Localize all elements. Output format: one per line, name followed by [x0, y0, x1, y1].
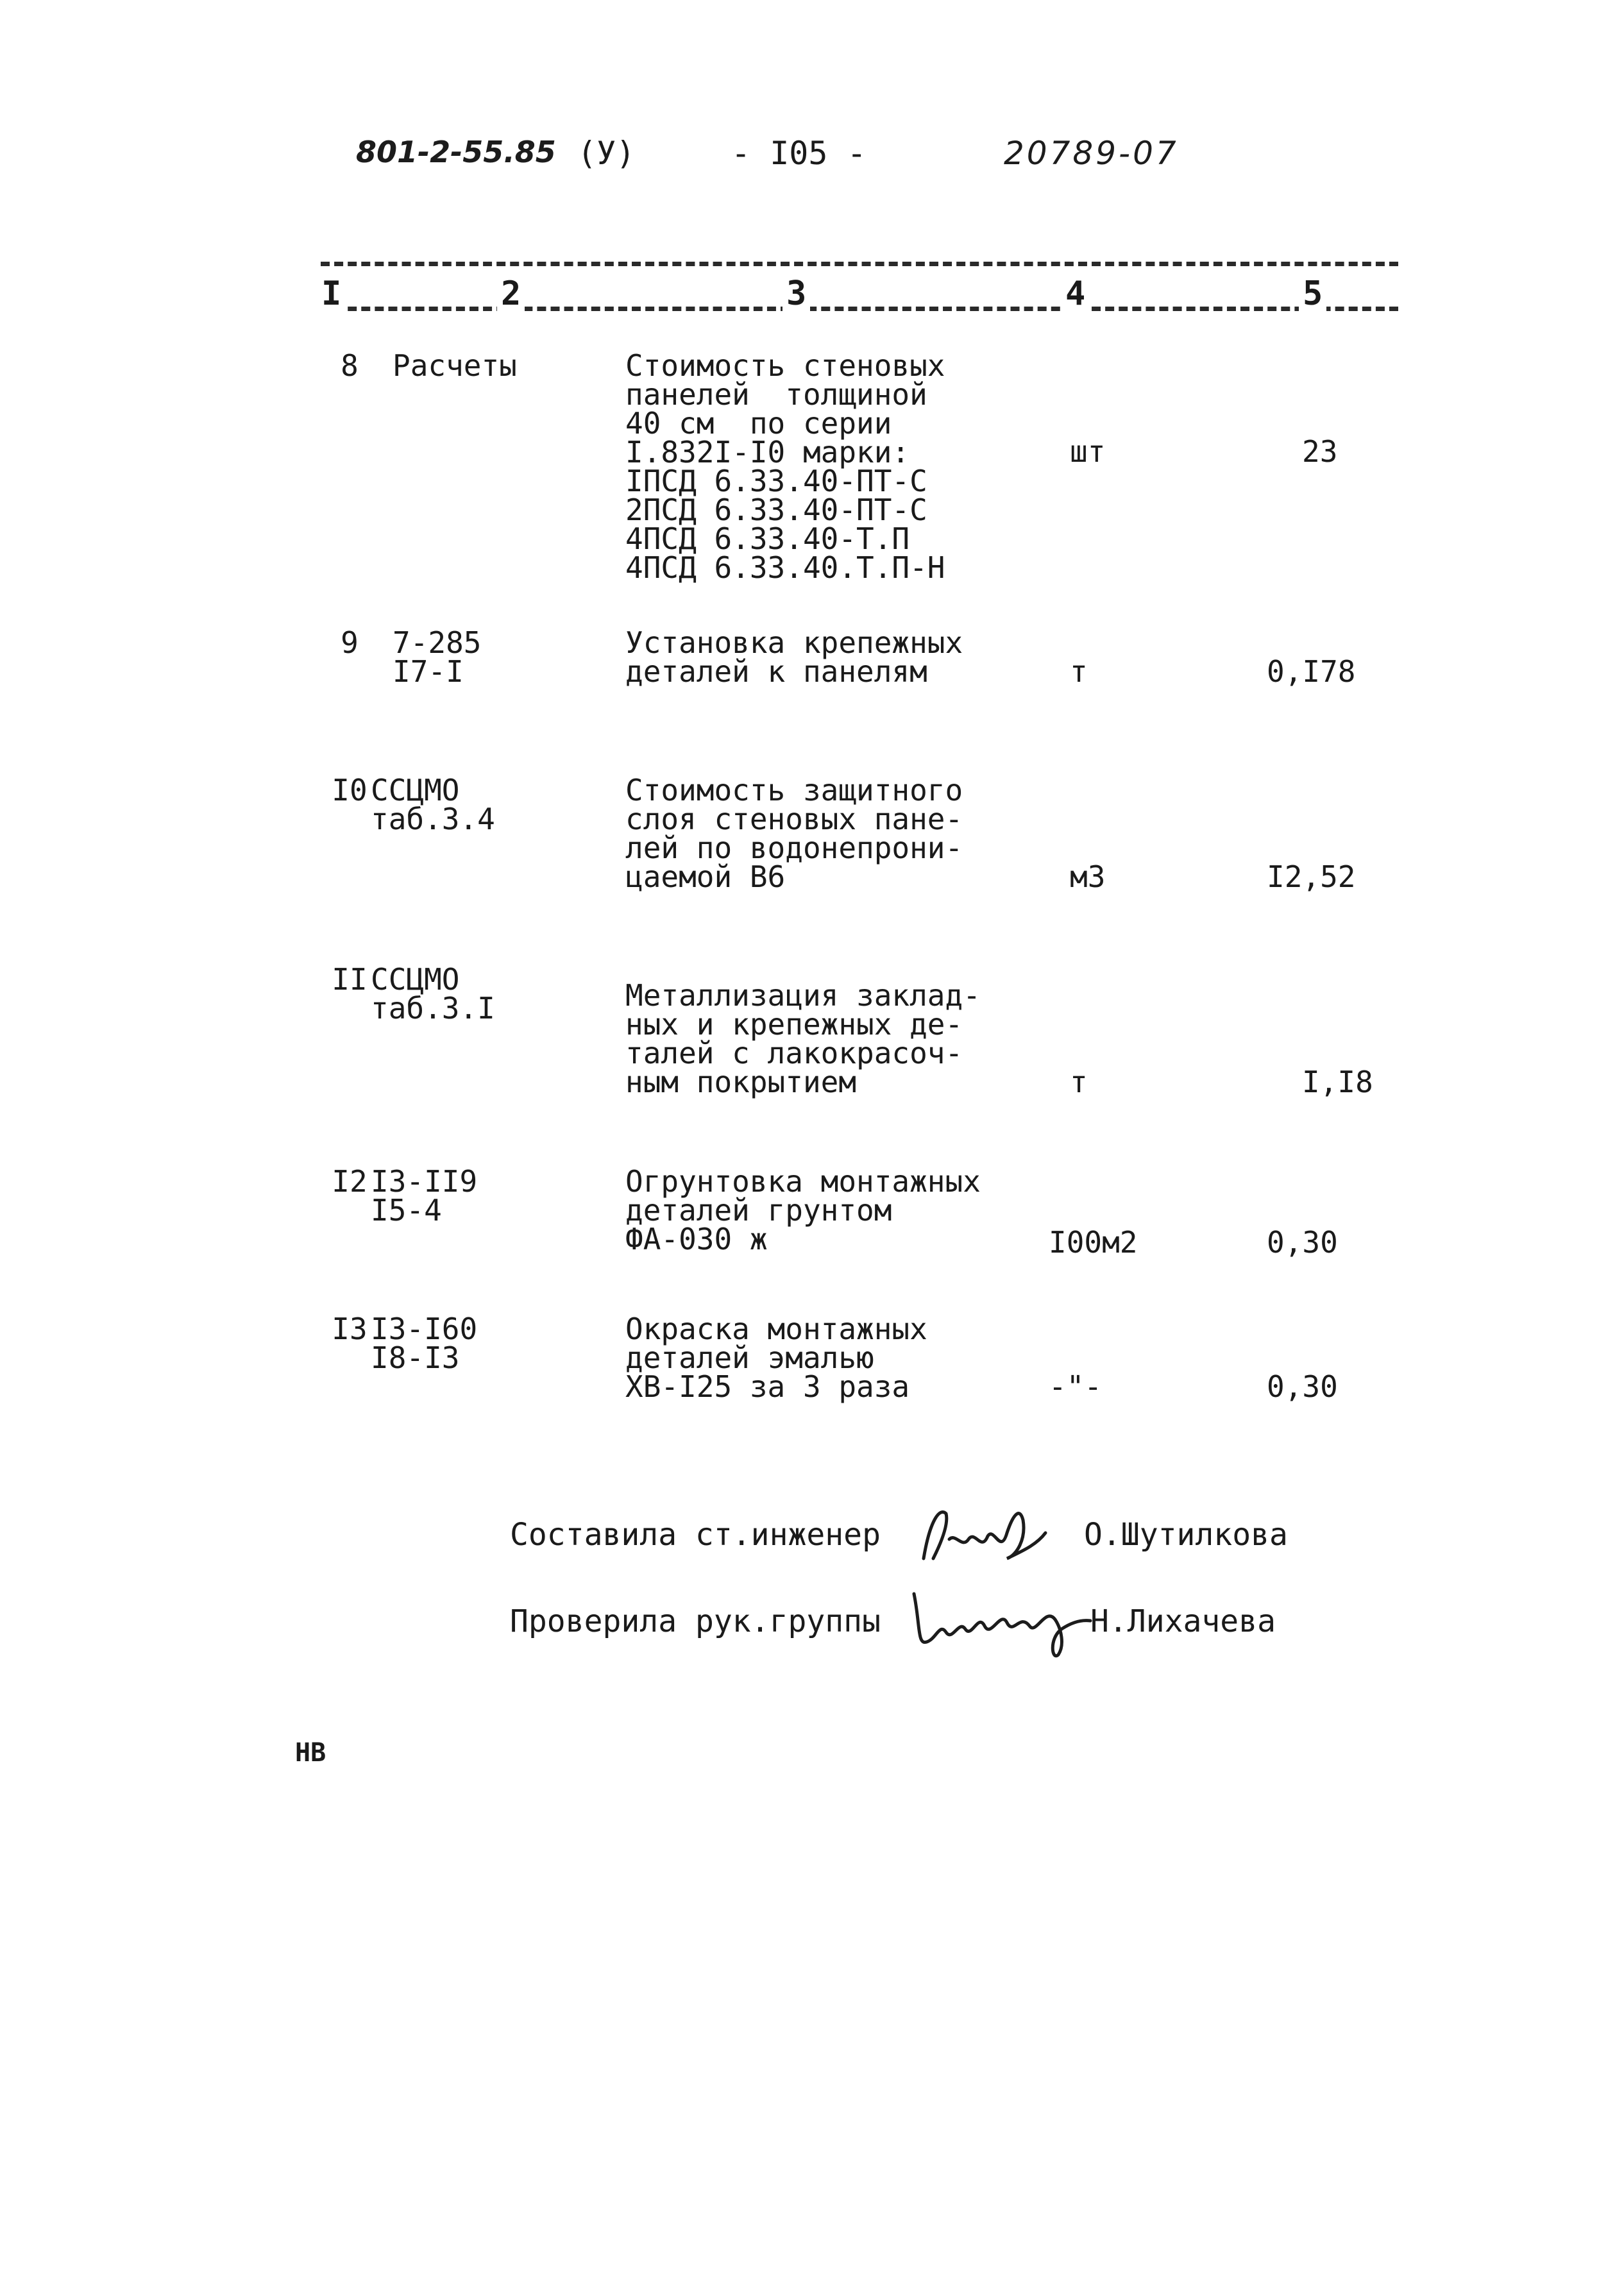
row-reference: ССЦМО таб.3.I	[371, 962, 495, 1026]
column-number-4: 4	[1062, 275, 1089, 313]
row-quantity: I2,52	[1267, 859, 1356, 894]
row-number: 8	[341, 348, 359, 383]
row-reference: I3-II9 I5-4	[371, 1164, 478, 1228]
row-unit: м3	[1070, 859, 1106, 894]
row-reference: 7-285 I7-I	[393, 625, 482, 689]
compiled-signature	[911, 1494, 1058, 1578]
row-quantity: 0,30	[1267, 1225, 1338, 1260]
row-quantity: 0,30	[1267, 1369, 1338, 1404]
row-description: Металлизация заклад- ных и крепежных де- талей с лакокрасоч- ным покрытием	[625, 978, 981, 1099]
row-unit: т	[1070, 654, 1088, 689]
table-header-rule	[321, 307, 1398, 311]
row-unit: -"-	[1049, 1369, 1103, 1404]
row-description: Огрунтовка монтажных деталей грунтом ФА-030 ж	[625, 1164, 981, 1256]
row-number: I3	[332, 1312, 368, 1346]
column-number-3: 3	[782, 275, 810, 313]
column-number-5: 5	[1299, 275, 1326, 313]
checked-by-name: Н.Лихачева	[1090, 1603, 1276, 1639]
checked-signature	[904, 1575, 1097, 1664]
row-number: 9	[341, 625, 359, 660]
row-quantity: 23	[1302, 434, 1338, 469]
series-code: 801-2-55.85	[356, 135, 556, 169]
row-number: I2	[332, 1164, 368, 1199]
compiled-by-label: Составила ст.инженер	[510, 1517, 881, 1553]
row-number: II	[332, 962, 368, 997]
row-quantity: I,I8	[1302, 1065, 1373, 1099]
row-description: Стоимость защитного слоя стеновых пане- лей по водонепрони- цаемой В6	[625, 773, 963, 894]
row-description: Стоимость стеновых панелей толщиной 40 см по серии I.832I-I0 марки: IПСД 6.33.40-ПТ-С 2ПСД 6.33.40-ПТ-С 4ПСД 6.33.40-Т.П 4ПСД 6.33.40.Т.П-Н	[625, 348, 945, 585]
column-number-1: I	[317, 275, 345, 313]
page-number: - I05 -	[731, 135, 867, 172]
row-unit: шт	[1070, 434, 1106, 469]
row-unit: I00м2	[1049, 1225, 1138, 1260]
row-reference: I3-I60 I8-I3	[371, 1312, 478, 1375]
row-number: I0	[332, 773, 368, 807]
row-reference: Расчеты	[393, 348, 517, 383]
checked-by-label: Проверила рук.группы	[510, 1603, 881, 1639]
table-top-rule	[321, 262, 1398, 266]
column-number-2: 2	[497, 275, 525, 313]
row-quantity: 0,I78	[1267, 654, 1356, 689]
row-description: Установка крепежных деталей к панелям	[625, 625, 963, 689]
compiled-by-name: О.Шутилкова	[1084, 1517, 1288, 1553]
corner-mark: НВ	[295, 1738, 326, 1768]
row-reference: ССЦМО таб.3.4	[371, 773, 495, 836]
row-unit: т	[1070, 1065, 1088, 1099]
document-number: 20789-07	[1004, 135, 1179, 172]
variant-mark: (У)	[577, 135, 636, 172]
row-description: Окраска монтажных деталей эмалью ХВ-I25 за 3 раза	[625, 1312, 927, 1404]
